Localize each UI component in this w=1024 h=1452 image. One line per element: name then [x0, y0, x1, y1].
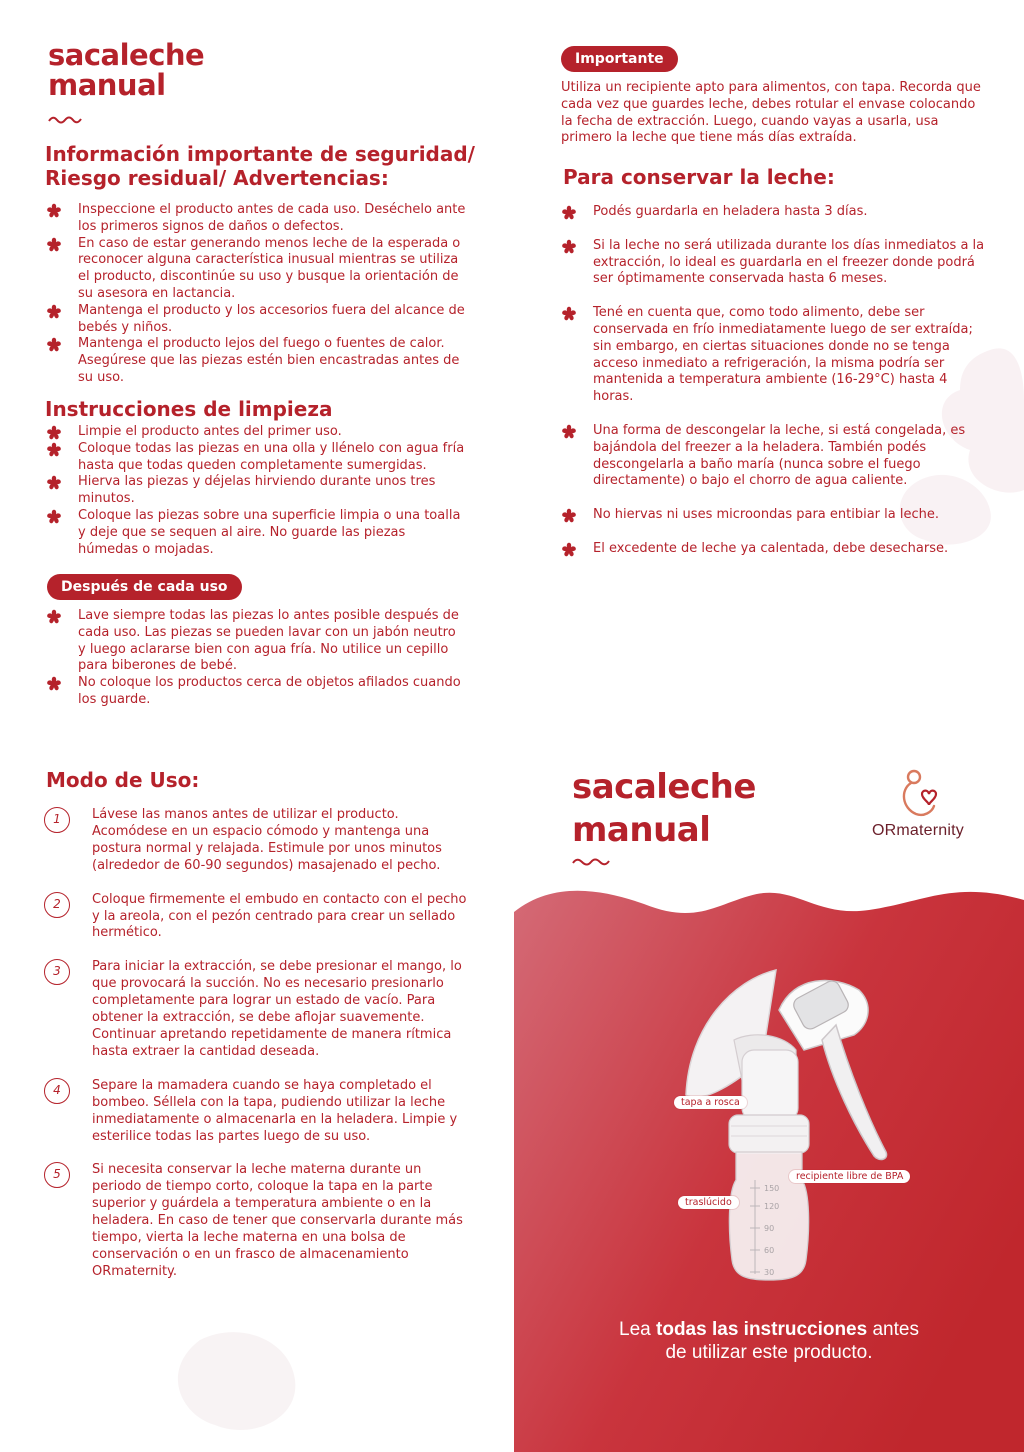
list-item: Limpie el producto antes del primer uso. [46, 424, 466, 441]
brand-title-line2: manual [48, 68, 166, 103]
list-item: Mantenga el producto lejos del fuego o fuentes de calor. Asegúrese que las piezas estén bien encastradas antes de su uso. [46, 336, 466, 386]
scale-label: 120 [764, 1202, 780, 1211]
squiggle-icon [572, 856, 610, 866]
list-item: Si la leche no será utilizada durante los días inmediatos a la extracción, lo ideal es guardarla en el freezer donde podrá ser óptimamente conservada hasta 6 meses. [561, 238, 991, 288]
brand-title [48, 40, 204, 101]
scale-label: 150 [764, 1184, 780, 1193]
list-item: Una forma de descongelar la leche, si está congelada, es bajándola del freezer a la heladera. También podés descongelarla a baño maría (nunca sobre el fuego directamente) o bajo el chorro de agua caliente. [561, 423, 991, 490]
list-item: Hierva las piezas y déjelas hirviendo durante unos tres minutos. [46, 474, 466, 508]
list-item: El excedente de leche ya calentada, debe desecharse. [561, 541, 991, 558]
conserve-list [561, 204, 991, 558]
after-use-label: Después de cada uso [47, 574, 242, 600]
cover-message: Lea todas las instrucciones antes de utilizar este producto. [619, 1319, 919, 1363]
scale-label: 90 [764, 1224, 775, 1233]
list-item: Lave siempre todas las piezas lo antes posible después de cada uso. Las piezas se pueden lavar con un jabón neutro y luego aclararse bien con agua fría. No utilice un cepillo para biberones de bebé. [46, 608, 466, 675]
flower-bullet-icon [46, 304, 62, 320]
important-text: Utiliza un recipiente apto para alimentos, con tapa. Recorda que cada vez que guardes leche, debes rotular el envase colocando la fecha de extracción. Luego, cuando vayas a usarla, usa primero la leche que tiene más días extraída. [561, 80, 981, 146]
step-number: 3 [44, 959, 70, 985]
flower-bullet-icon [561, 205, 577, 221]
list-item: 3 Para iniciar la extracción, se debe presionar el mango, lo que provocará la succión. No es necesario presionarlo completamente para lograr un estado de vacío. Para obtener la extracción, se debe aflojar suavemente. Continuar apretando repetidamente de manera rítmica hasta extraer la cantidad deseada. [44, 959, 470, 1060]
scale-label: 60 [764, 1246, 775, 1255]
usage-steps [44, 807, 470, 1281]
step-number: 1 [44, 807, 70, 833]
logo-text: ORmaternity [872, 822, 964, 839]
cover-brand-title-line2: manual [572, 809, 711, 850]
flower-bullet-icon [46, 237, 62, 253]
list-item: 5 Si necesita conservar la leche materna durante un periodo de tiempo corto, coloque la tapa en la parte superior y guárdela a temperatura ambiente o en la heladera. En caso de tener que conservarla durante más tiempo, vierta la leche materna en una bolsa de conservación o en un frasco de almacenamiento ORmaternity. [44, 1162, 470, 1280]
list-item: Tené en cuenta que, como todo alimento, debe ser conservada en frío inmediatamente luego de ser extraída; sin embargo, en ciertas situaciones donde no se tenga acceso inmediato a refrigeración, la misma podría ser mantenida a temperatura ambiente (16-29°C) hasta 4 horas. [561, 305, 991, 406]
mother-heart-logo-icon [894, 768, 942, 820]
step-number: 5 [44, 1162, 70, 1188]
flower-bullet-icon [46, 475, 62, 491]
conserve-heading: Para conservar la leche: [563, 165, 835, 189]
list-item: No coloque los productos cerca de objetos afilados cuando los guarde. [46, 675, 466, 709]
cleaning-list [46, 424, 466, 558]
important-label: Importante [561, 46, 678, 72]
cover-brand-title [572, 766, 756, 851]
flower-bullet-icon [46, 509, 62, 525]
tag-bpa: recipiente libre de BPA [789, 1170, 910, 1183]
squiggle-icon [48, 114, 82, 124]
step-number: 2 [44, 892, 70, 918]
cleaning-heading: Instrucciones de limpieza [45, 397, 333, 421]
list-item: Coloque las piezas sobre una superficie limpia o una toalla y deje que se sequen al aire. No guarde las piezas húmedas o mojadas. [46, 508, 466, 558]
cover-brand-title-line1: sacaleche [572, 767, 756, 807]
flower-bullet-icon [46, 203, 62, 219]
scale-label: 30 [764, 1268, 775, 1277]
flower-bullet-icon [561, 424, 577, 440]
flower-bullet-icon [46, 609, 62, 625]
tag-translucent: traslúcido [678, 1196, 739, 1209]
list-item: 2 Coloque firmemente el embudo en contacto con el pecho y la areola, con el pezón centrado para crear un sellado hermético. [44, 892, 470, 943]
list-item: 1 Lávese las manos antes de utilizar el producto. Acomódese en un espacio cómodo y mantenga una postura normal y relajada. Estimule por unos minutos (alrededor de 60-90 segundos) masajenado el pecho. [44, 807, 470, 875]
list-item: No hiervas ni uses microondas para entibiar la leche. [561, 507, 991, 524]
breast-pump-illustration [514, 930, 1024, 1330]
list-item: 4 Separe la mamadera cuando se haya completado el bombeo. Séllela con la tapa, pudiendo utilizar la leche inmediatamente o almacenarla en la heladera. Limpie y esterilice todas las partes luego de su uso. [44, 1078, 470, 1146]
flower-bullet-icon [46, 337, 62, 353]
list-item: Coloque todas las piezas en una olla y llénelo con agua fría hasta que todas queden completamente sumergidas. [46, 441, 466, 475]
usage-heading: Modo de Uso: [46, 768, 200, 792]
flower-bullet-icon [561, 239, 577, 255]
flower-bullet-icon [561, 306, 577, 322]
brand-title-line1: sacaleche [48, 38, 205, 72]
decorative-blob [160, 1320, 300, 1440]
flower-bullet-icon [46, 425, 62, 441]
tag-cap: tapa a rosca [674, 1096, 747, 1109]
flower-bullet-icon [561, 508, 577, 524]
list-item: En caso de estar generando menos leche de la esperada o reconocer alguna característica inusual mientras se utiliza el producto, discontinúe su uso y busque la orientación de su asesora en lactancia. [46, 236, 466, 303]
after-use-list [46, 608, 466, 709]
flower-bullet-icon [561, 542, 577, 558]
safety-heading: Información importante de seguridad/ Riesgo residual/ Advertencias: [45, 142, 475, 190]
logo [858, 768, 978, 840]
cover-panel [514, 870, 1024, 1452]
step-number: 4 [44, 1078, 70, 1104]
flower-bullet-icon [46, 442, 62, 458]
safety-list [46, 202, 466, 387]
list-item: Podés guardarla en heladera hasta 3 días. [561, 204, 991, 221]
list-item: Inspeccione el producto antes de cada uso. Deséchelo ante los primeros signos de daños o defectos. [46, 202, 466, 236]
list-item: Mantenga el producto y los accesorios fuera del alcance de bebés y niños. [46, 303, 466, 337]
flower-bullet-icon [46, 676, 62, 692]
